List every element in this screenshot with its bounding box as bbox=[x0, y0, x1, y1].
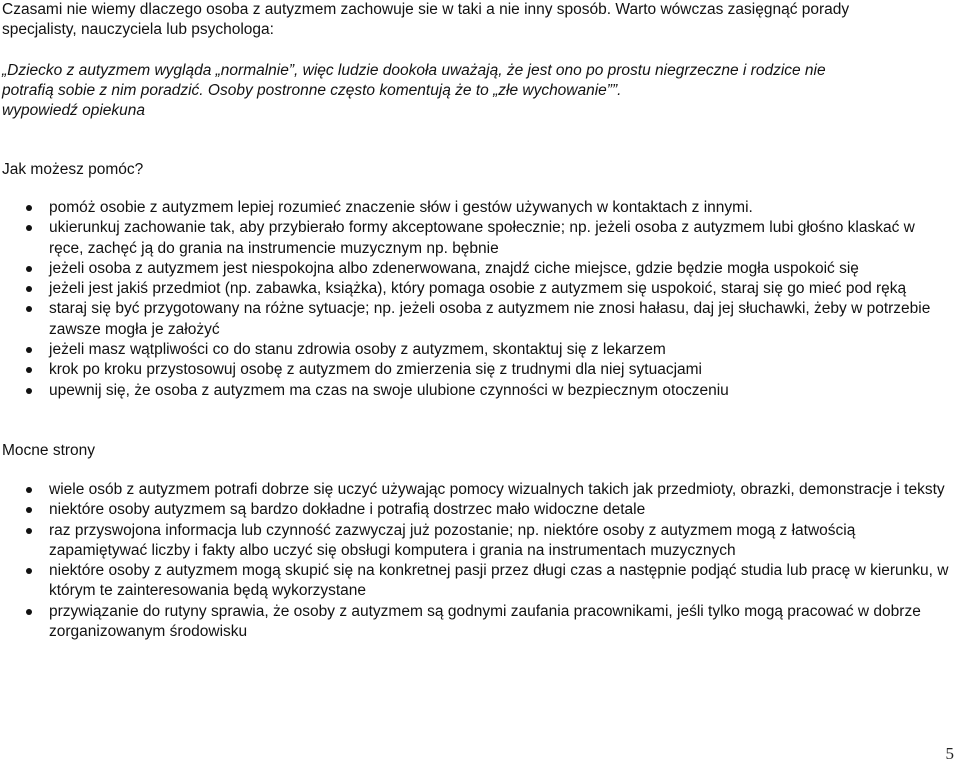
help-list bbox=[0, 198, 960, 401]
strength-item: raz przyswojona informacja lub czynność zazwyczaj już pozostanie; np. niektóre osoby z autyzmem mogą z łatwością zapamiętywać liczby i fakty albo uczyć się obsługi komputera i grania na instrumentach muzycznych bbox=[0, 521, 960, 562]
quote-attribution: wypowiedź opiekuna bbox=[2, 102, 146, 119]
strengths-list bbox=[0, 480, 960, 642]
quote-line-1: „Dziecko z autyzmem wygląda „normalnie”, więc ludzie dookoła uważają, że jest ono po prostu niegrzeczne i rodzice nie bbox=[2, 62, 826, 79]
strength-item: wiele osób z autyzmem potrafi dobrze się uczyć używając pomocy wizualnych takich jak przedmioty, obrazki, demonstracje i teksty bbox=[0, 480, 960, 500]
help-item: jeżeli osoba z autyzmem jest niespokojna albo zdenerwowana, znajdź ciche miejsce, gdzie będzie mogła uspokoić się bbox=[0, 259, 960, 279]
help-item: krok po kroku przystosowuj osobę z autyzmem do zmierzenia się z trudnymi dla niej sytuacjami bbox=[0, 360, 960, 380]
help-item: jeżeli masz wątpliwości co do stanu zdrowia osoby z autyzmem, skontaktuj się z lekarzem bbox=[0, 340, 960, 360]
quote-line-2: potrafią sobie z nim poradzić. Osoby postronne często komentują że to „złe wychowanie””. bbox=[2, 82, 622, 99]
strengths-heading: Mocne strony bbox=[2, 442, 96, 459]
page-number: 5 bbox=[945, 744, 954, 763]
intro-line-2: specjalisty, nauczyciela lub psychologa: bbox=[2, 21, 274, 38]
help-item: staraj się być przygotowany na różne sytuacje; np. jeżeli osoba z autyzmem nie znosi hałasu, daj jej słuchawki, żeby w potrzebie zawsze mogła je założyć bbox=[0, 299, 960, 340]
help-item: pomóż osobie z autyzmem lepiej rozumieć znaczenie słów i gestów używanych w kontaktach z innymi. bbox=[0, 198, 960, 218]
help-heading: Jak możesz pomóc? bbox=[2, 161, 144, 178]
help-item: upewnij się, że osoba z autyzmem ma czas na swoje ulubione czynności w bezpiecznym otoczeniu bbox=[0, 381, 960, 401]
strength-item: niektóre osoby z autyzmem mogą skupić się na konkretnej pasji przez długi czas a następnie podjąć studia lub pracę w kierunku, w którym te zainteresowania będą wykorzystane bbox=[0, 561, 960, 602]
help-item: jeżeli jest jakiś przedmiot (np. zabawka, książka), który pomaga osobie z autyzmem się uspokoić, staraj się go mieć pod ręką bbox=[0, 279, 960, 299]
strength-item: niektóre osoby autyzmem są bardzo dokładne i potrafią dostrzec mało widoczne detale bbox=[0, 500, 960, 520]
help-item: ukierunkuj zachowanie tak, aby przybierało formy akceptowane społecznie; np. jeżeli osoba z autyzmem lubi głośno klaskać w ręce, zachęć ją do grania na instrumencie muzycznym np. bębnie bbox=[0, 218, 960, 259]
intro-line-1: Czasami nie wiemy dlaczego osoba z autyzmem zachowuje sie w taki a nie inny sposób. Warto wówczas zasięgnąć porady bbox=[2, 1, 850, 18]
strength-item: przywiązanie do rutyny sprawia, że osoby z autyzmem są godnymi zaufania pracownikami, jeśli tylko mogą pracować w dobrze zorganizowanym środowisku bbox=[0, 602, 960, 643]
